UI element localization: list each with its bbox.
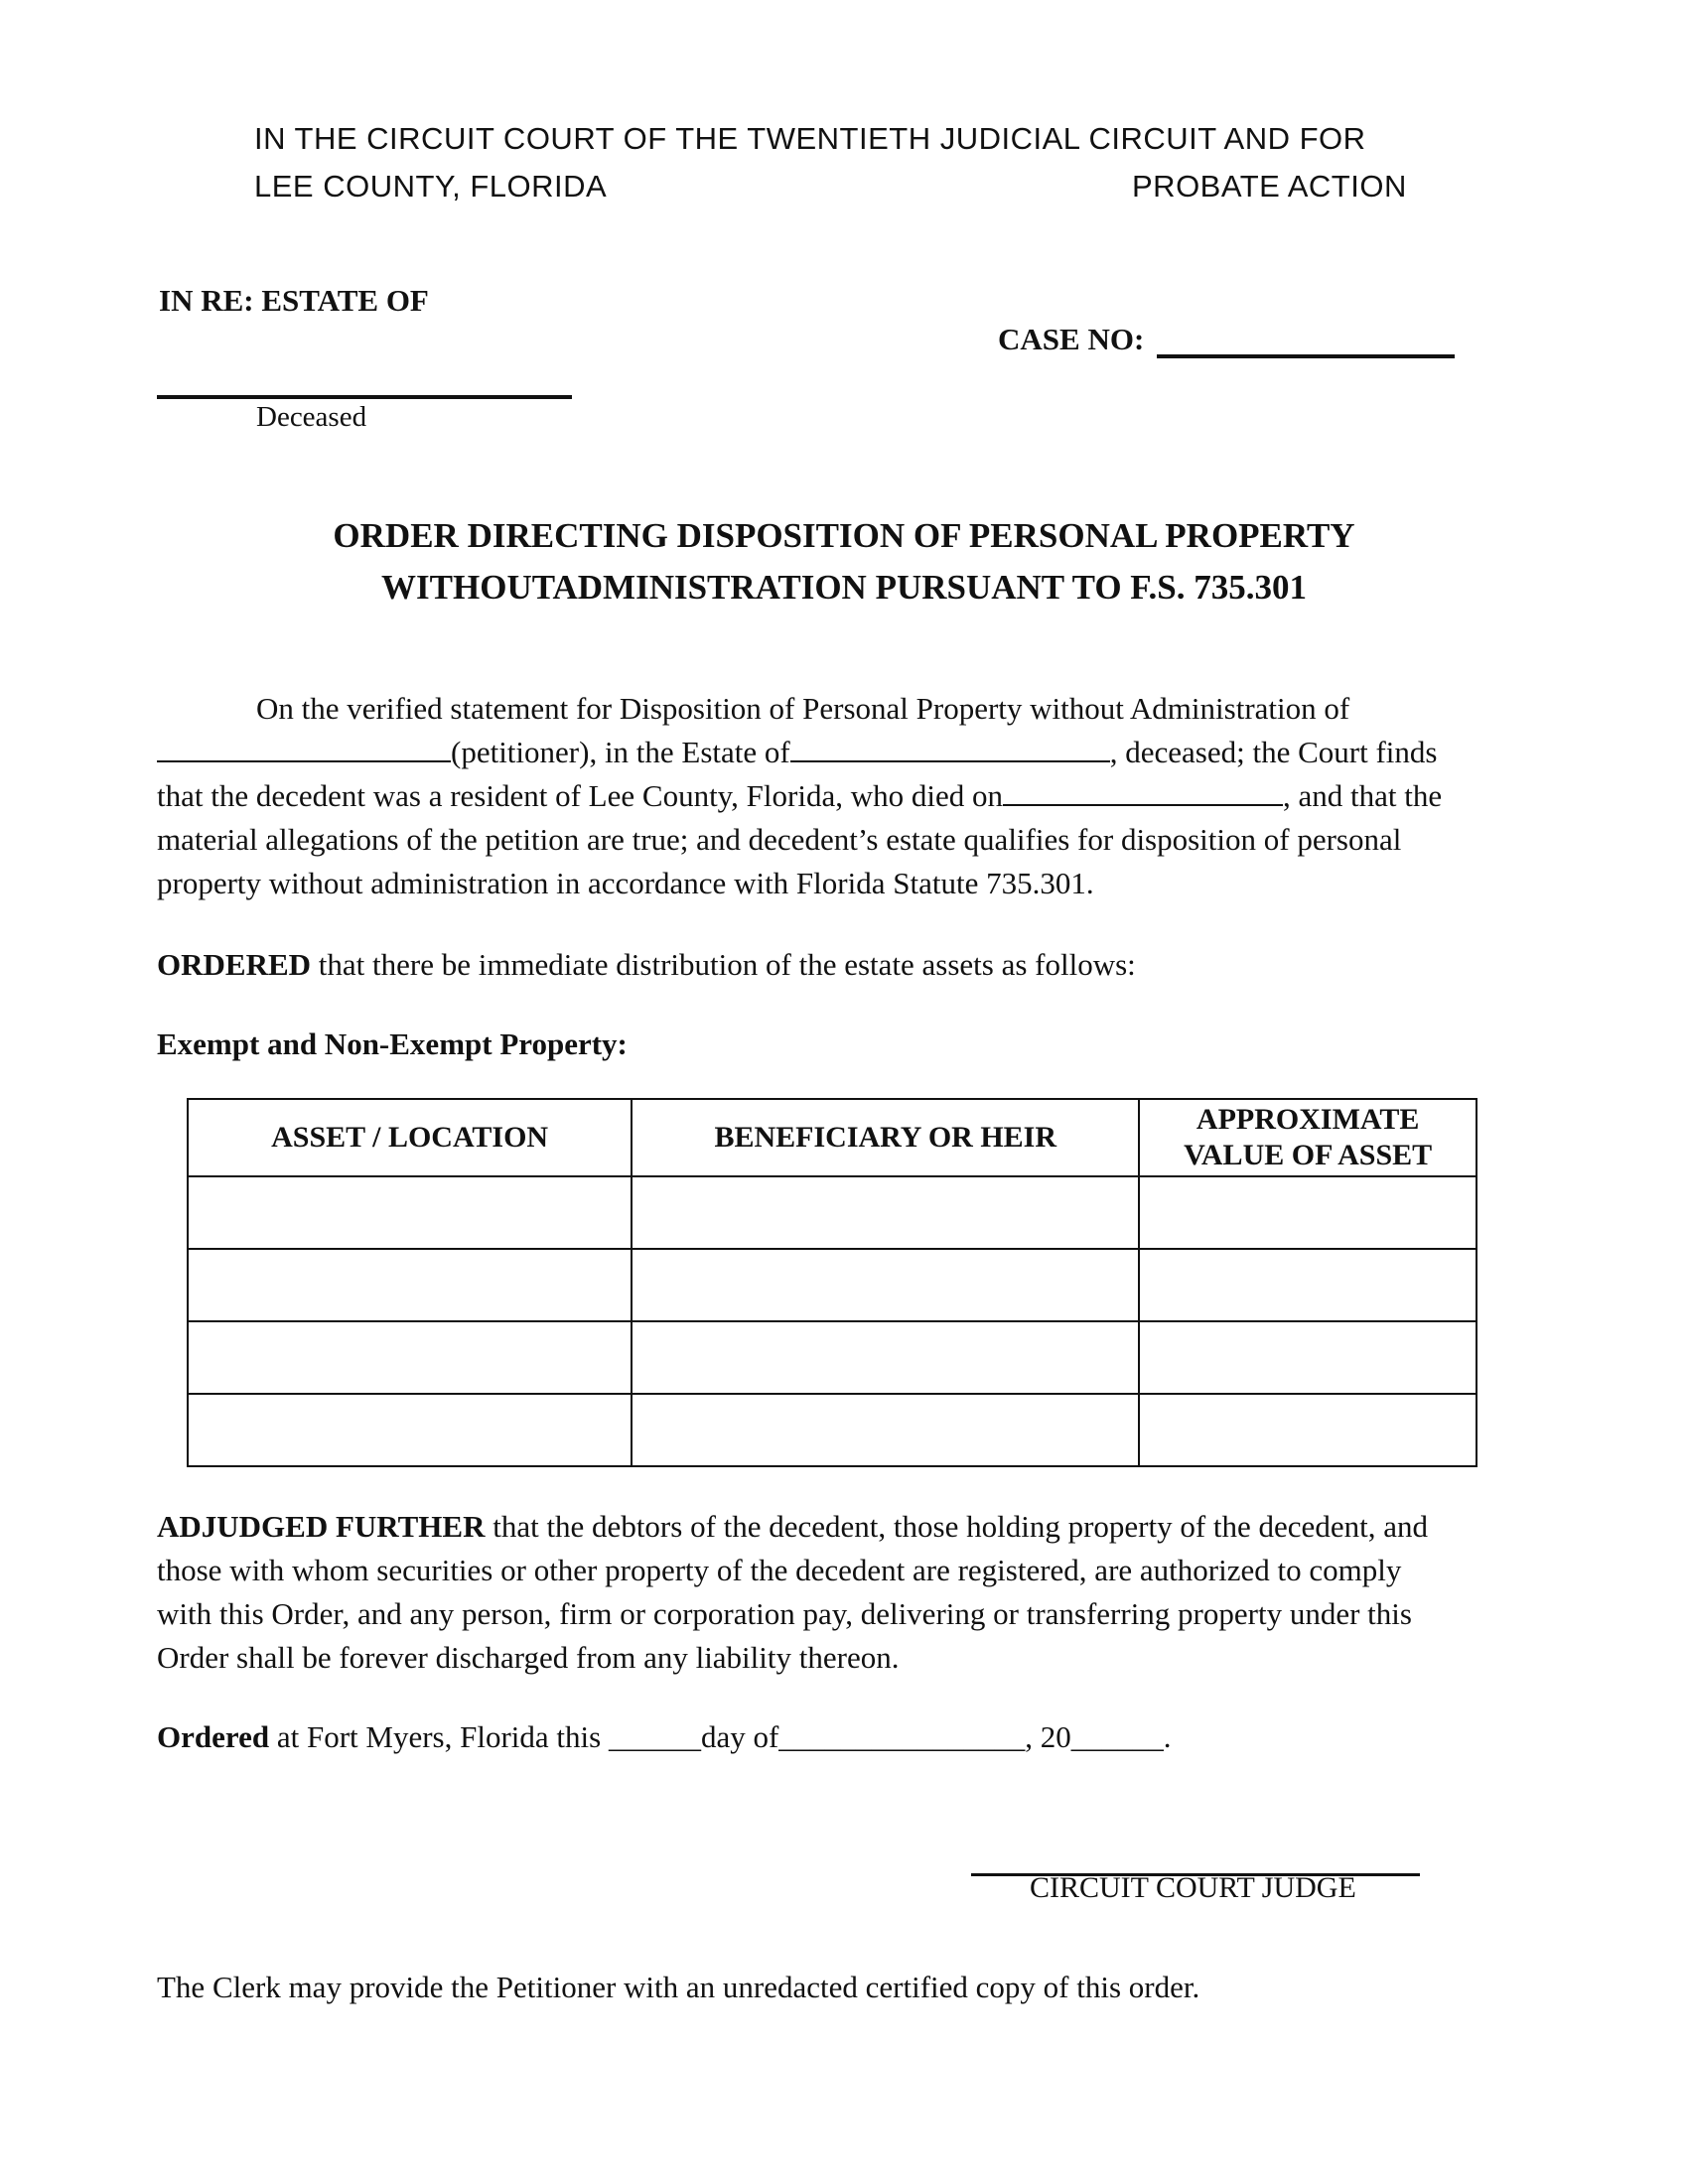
header-beneficiary: BENEFICIARY OR HEIR (632, 1099, 1139, 1176)
case-no-label: CASE NO: (998, 322, 1145, 356)
adjudged-line4: Order shall be forever discharged from any liability thereon. (157, 1640, 900, 1675)
period-text: . (1163, 1719, 1172, 1754)
deceased-label: Deceased (256, 401, 367, 433)
asset-cell[interactable] (188, 1249, 632, 1321)
order-day-field[interactable]: ______ (608, 1719, 701, 1754)
ordered-at-line (157, 1715, 1172, 1759)
order-title-line2: WITHOUTADMINISTRATION PURSUANT TO F.S. 735.301 (381, 568, 1307, 607)
adjudged-bold: ADJUDGED FURTHER (157, 1509, 486, 1544)
table-row (188, 1176, 1477, 1249)
intro-line1: On the verified statement for Disposition of Personal Property without Administration of (256, 691, 1350, 726)
table-row (188, 1321, 1477, 1394)
adjudged-line3: with this Order, and any person, firm or corporation pay, delivering or transferring property under this (157, 1596, 1412, 1631)
probate-action-label: PROBATE ACTION (1132, 169, 1407, 204)
order-title-line1: ORDER DIRECTING DISPOSITION OF PERSONAL PROPERTY (333, 516, 1355, 555)
ordered-at-location: at Fort Myers, Florida this (269, 1719, 609, 1754)
asset-cell[interactable] (188, 1321, 632, 1394)
value-cell[interactable] (1139, 1394, 1477, 1466)
decedent-name-field[interactable] (157, 395, 572, 399)
property-heading: Exempt and Non-Exempt Property: (157, 1026, 628, 1061)
header-approx-value (1139, 1099, 1477, 1176)
case-no-field[interactable] (1157, 354, 1455, 358)
header-approx-value-line2: VALUE OF ASSET (1184, 1139, 1433, 1171)
intro-petitioner-text: (petitioner), in the Estate of (451, 735, 790, 769)
adjudged-text1: that the debtors of the decedent, those holding property of the decedent, and (485, 1509, 1428, 1544)
estate-name-field[interactable] (790, 760, 1110, 762)
ordered-bold: ORDERED (157, 947, 312, 982)
beneficiary-cell[interactable] (632, 1321, 1139, 1394)
ordered-paragraph (157, 943, 1136, 987)
assets-header-row (188, 1099, 1477, 1176)
petitioner-name-field[interactable] (157, 760, 451, 762)
value-cell[interactable] (1139, 1249, 1477, 1321)
intro-line2 (157, 731, 1517, 774)
intro-died-on-text: that the decedent was a resident of Lee County, Florida, who died on (157, 778, 1003, 813)
intro-deceased-text: , deceased; the Court finds (1109, 735, 1438, 769)
asset-cell[interactable] (188, 1394, 632, 1466)
beneficiary-cell[interactable] (632, 1176, 1139, 1249)
circuit-court-judge-label: CIRCUIT COURT JUDGE (1030, 1871, 1356, 1904)
value-cell[interactable] (1139, 1321, 1477, 1394)
header-approx-value-line1: APPROXIMATE (1196, 1103, 1420, 1136)
clerk-note: The Clerk may provide the Petitioner with an unredacted certified copy of this order. (157, 1970, 1200, 2004)
intro-line3 (157, 774, 1527, 818)
header-asset-location: ASSET / LOCATION (188, 1099, 632, 1176)
assets-table (187, 1098, 1477, 1467)
day-of-text: day of (700, 1719, 779, 1754)
court-heading-line1: IN THE CIRCUIT COURT OF THE TWENTIETH JUDICIAL CIRCUIT AND FOR (254, 121, 1366, 156)
date-of-death-field[interactable] (1003, 804, 1283, 806)
year-prefix-text: , 20 (1025, 1719, 1071, 1754)
asset-cell[interactable] (188, 1176, 632, 1249)
intro-line5: property without administration in accordance with Florida Statute 735.301. (157, 866, 1094, 900)
order-month-field[interactable]: ________________ (778, 1719, 1026, 1754)
ordered-text: that there be immediate distribution of the estate assets as follows: (311, 947, 1136, 982)
adjudged-line1 (157, 1505, 1428, 1549)
adjudged-line2: those with whom securities or other property of the decedent are registered, are authorized to comply (157, 1553, 1402, 1587)
table-row (188, 1394, 1477, 1466)
in-re-estate-label: IN RE: ESTATE OF (159, 283, 429, 318)
court-county: LEE COUNTY, FLORIDA (254, 169, 608, 204)
value-cell[interactable] (1139, 1176, 1477, 1249)
table-row (188, 1249, 1477, 1321)
intro-line4: material allegations of the petition are true; and decedent’s estate qualifies for disposition of personal (157, 822, 1402, 857)
beneficiary-cell[interactable] (632, 1249, 1139, 1321)
beneficiary-cell[interactable] (632, 1394, 1139, 1466)
order-year-field[interactable]: ______ (1070, 1719, 1164, 1754)
intro-and-that-text: , and that the (1282, 778, 1443, 813)
ordered-at-bold: Ordered (157, 1719, 270, 1754)
